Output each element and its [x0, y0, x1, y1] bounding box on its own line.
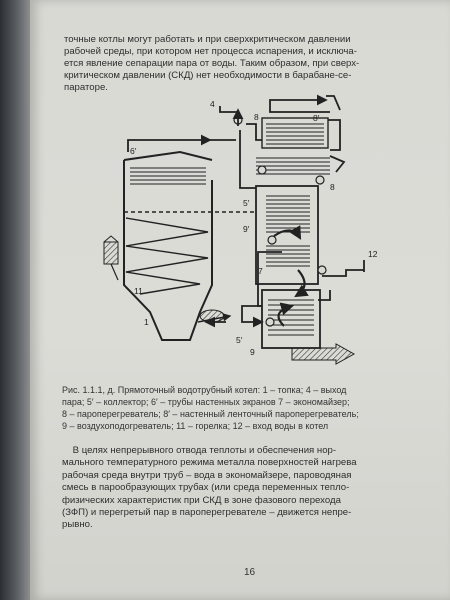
page-number: 16	[244, 567, 256, 578]
furnace-zigzag-tubes	[126, 218, 208, 294]
text-line: рывно.	[62, 519, 93, 531]
figure-caption	[62, 384, 422, 432]
wall-screen-tubes	[130, 168, 206, 184]
label-12: 12	[368, 249, 378, 259]
text-line: критическом давлении (СКД) нет необходимости в барабане-се-	[64, 70, 352, 81]
label-11: 11	[134, 286, 143, 296]
label-8: 8	[254, 112, 259, 122]
superheater-middle	[256, 158, 330, 174]
text-line: физических характеристик при СКД в зоне фазового перехода	[62, 494, 341, 506]
bottom-collector	[198, 310, 230, 322]
caption-line: 9 – воздухоподогреватель; 11 – горелка; 12 – вход воды в котел	[62, 421, 329, 431]
text-line: ется явление сепарации пара от воды. Таким образом, при сверх-	[64, 58, 360, 69]
label-1: 1	[144, 317, 149, 327]
label-4: 4	[210, 99, 215, 109]
text-line: рабочая среда внутри труб – вода в экономайзере, пароводяная	[62, 469, 352, 481]
text-line: мального температурного режима металла поверхностей нагрева	[62, 457, 357, 469]
label-8-mid: 8	[330, 182, 335, 192]
gas-flow-arrows	[274, 230, 305, 326]
text-line: рабочей среды, при котором нет процесса испарения, и исключа-	[64, 46, 357, 57]
label-7: 7	[258, 266, 263, 276]
air-inlet-arrow	[292, 344, 354, 364]
caption-line: пара; 5′ – коллектор; 6′ – трубы настенных экранов 7 – экономайзер;	[62, 397, 350, 407]
caption-line: 8 – пароперегреватель; 8′ – настенный ленточный пароперегреватель;	[62, 409, 359, 419]
label-5-prime-top: 5′	[243, 198, 250, 208]
text-line: точные котлы могут работать и при сверхкритическом давлении	[64, 34, 351, 45]
body-paragraph	[62, 445, 422, 532]
book-spine-shadow	[0, 0, 30, 600]
boiler-diagram	[30, 0, 450, 380]
burner	[104, 236, 118, 280]
text-line: параторе.	[64, 82, 108, 93]
book-page	[30, 0, 450, 600]
text-line: В целях непрерывного отвода теплоты и обеспечения нор-	[62, 445, 337, 456]
label-6-prime: 6′	[130, 146, 137, 156]
text-line: (ЗФП) и перегретый пар в пароперегревателе – движется непре-	[62, 507, 352, 519]
caption-line: Рис. 1.1.1, д. Прямоточный водотрубный котел: 1 – топка; 4 – выход	[62, 385, 347, 395]
label-9-prime: 9′	[243, 224, 250, 234]
label-5-prime-bottom: 5′	[236, 335, 243, 345]
label-9: 9	[250, 347, 255, 357]
label-8-prime: 8′	[313, 113, 320, 123]
text-line: смесь в парообразующих трубах (или среда переменных тепло-	[62, 482, 350, 494]
